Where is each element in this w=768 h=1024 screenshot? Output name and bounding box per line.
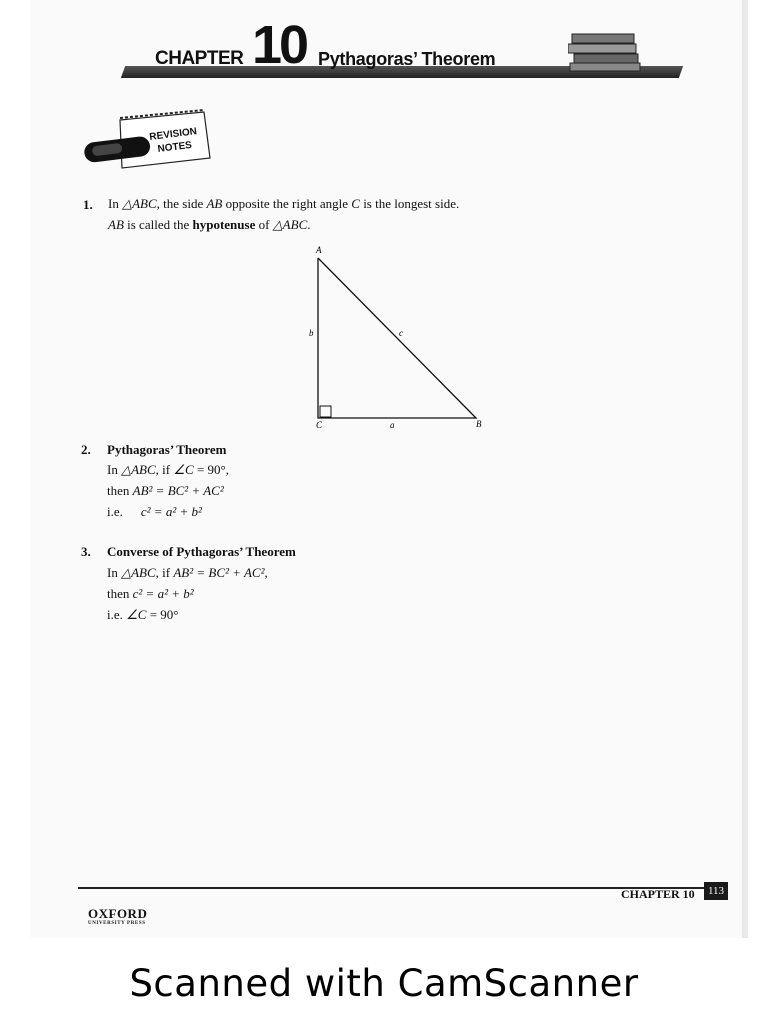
note3-line2: then c² = a² + b² bbox=[107, 586, 194, 601]
note3-line3: i.e. ∠C = 90° bbox=[107, 607, 179, 622]
page-number: 113 bbox=[704, 882, 728, 900]
vertex-c-label: C bbox=[316, 420, 323, 430]
camscanner-watermark: Scanned with CamScanner bbox=[129, 962, 639, 1005]
side-c-label: c bbox=[399, 328, 403, 338]
side-b-label: b bbox=[309, 328, 314, 338]
publisher-logo: OXFORD bbox=[88, 906, 148, 921]
note1-line1: In △ABC, the side AB opposite the right angle C is the longest side. bbox=[108, 196, 460, 211]
side-a-label: a bbox=[390, 420, 395, 430]
note2-number: 2. bbox=[81, 442, 91, 457]
note3-title: Converse of Pythagoras’ Theorem bbox=[107, 544, 296, 559]
right-triangle-diagram bbox=[300, 242, 500, 438]
badge-line2: NOTES bbox=[157, 139, 193, 156]
chapter-title: Pythagoras’ Theorem bbox=[318, 49, 496, 69]
note2-line1: In △ABC, if ∠C = 90°, bbox=[107, 462, 229, 477]
note2-title: Pythagoras’ Theorem bbox=[107, 442, 227, 457]
publisher-sub: UNIVERSITY PRESS bbox=[88, 921, 146, 926]
chapter-label: CHAPTER bbox=[155, 48, 244, 69]
note3-line1: In △ABC, if AB² = BC² + AC², bbox=[107, 565, 268, 580]
scan-edge bbox=[742, 0, 748, 938]
note2-line3: i.e. c² = a² + b² bbox=[107, 504, 202, 519]
note1-number: 1. bbox=[83, 197, 93, 212]
note1-line2: AB is called the hypotenuse of △ABC. bbox=[108, 217, 311, 232]
books-icon bbox=[568, 32, 654, 74]
chapter-number: 10 bbox=[252, 15, 307, 75]
right-angle-marker bbox=[320, 406, 331, 417]
triangle-outline bbox=[318, 258, 476, 418]
vertex-b-label: B bbox=[476, 419, 482, 429]
note3-number: 3. bbox=[81, 544, 91, 559]
badge-line1: REVISION bbox=[148, 126, 198, 143]
footer-chapter: CHAPTER 10 bbox=[621, 887, 695, 901]
note2-line2: then AB² = BC² + AC² bbox=[107, 483, 224, 498]
vertex-a-label: A bbox=[316, 245, 322, 255]
